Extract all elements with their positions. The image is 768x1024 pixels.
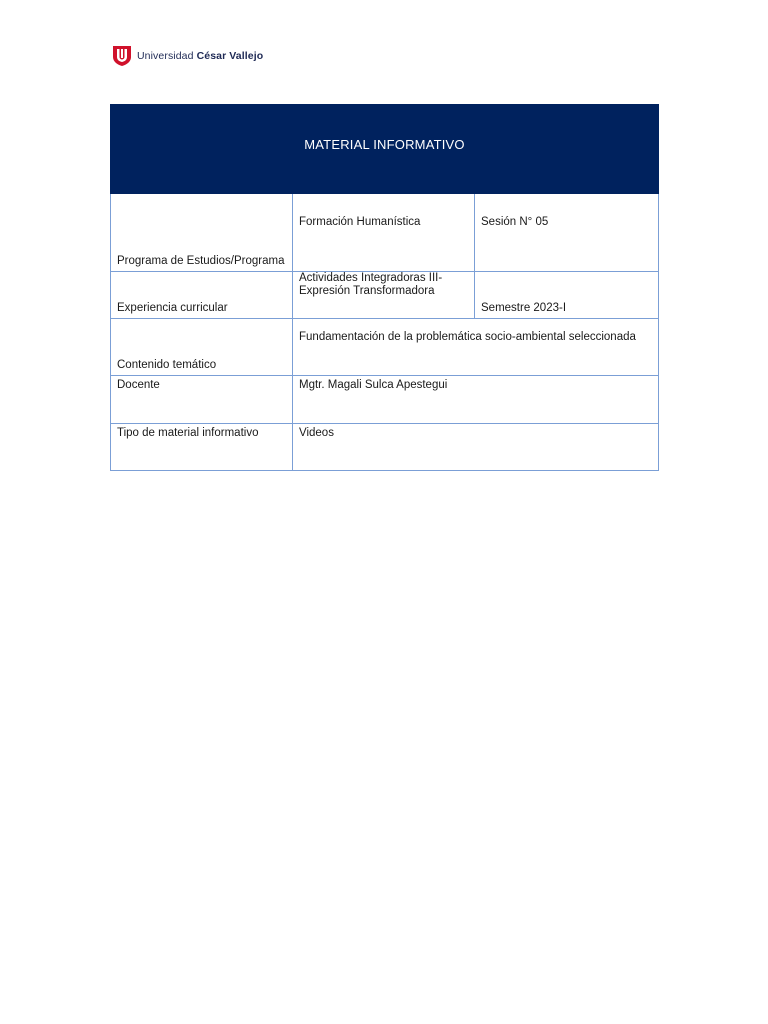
table-row-contenido bbox=[111, 319, 659, 376]
table-title-cell bbox=[111, 105, 659, 194]
session-number: Sesión N° 05 bbox=[475, 194, 659, 272]
experiencia-value: Actividades Integradoras III- Expresión Transformadora bbox=[293, 272, 475, 319]
material-info-table bbox=[110, 104, 659, 471]
table-title: MATERIAL INFORMATIVO bbox=[304, 136, 465, 152]
experiencia-label: Experiencia curricular bbox=[111, 272, 293, 319]
contenido-label: Contenido temático bbox=[111, 319, 293, 376]
university-logo bbox=[112, 45, 263, 67]
university-name bbox=[137, 50, 263, 62]
table-row-docente bbox=[111, 376, 659, 424]
programa-label: Programa de Estudios/Programa bbox=[111, 194, 293, 272]
programa-value: Formación Humanística bbox=[293, 194, 475, 272]
table-row-programa bbox=[111, 194, 659, 272]
semester-value: Semestre 2023-I bbox=[475, 272, 659, 319]
docente-label: Docente bbox=[111, 376, 293, 424]
table-row-experiencia bbox=[111, 272, 659, 319]
logo-text-regular: Universidad bbox=[137, 50, 194, 62]
docente-value: Mgtr. Magali Sulca Apestegui bbox=[293, 376, 659, 424]
tipo-label: Tipo de material informativo bbox=[111, 424, 293, 471]
contenido-value: Fundamentación de la problemática socio-ambiental seleccionada bbox=[293, 319, 659, 376]
tipo-value: Videos bbox=[293, 424, 659, 471]
table-row-tipo bbox=[111, 424, 659, 471]
logo-text-bold: César Vallejo bbox=[196, 50, 264, 62]
university-shield-icon bbox=[112, 45, 132, 67]
